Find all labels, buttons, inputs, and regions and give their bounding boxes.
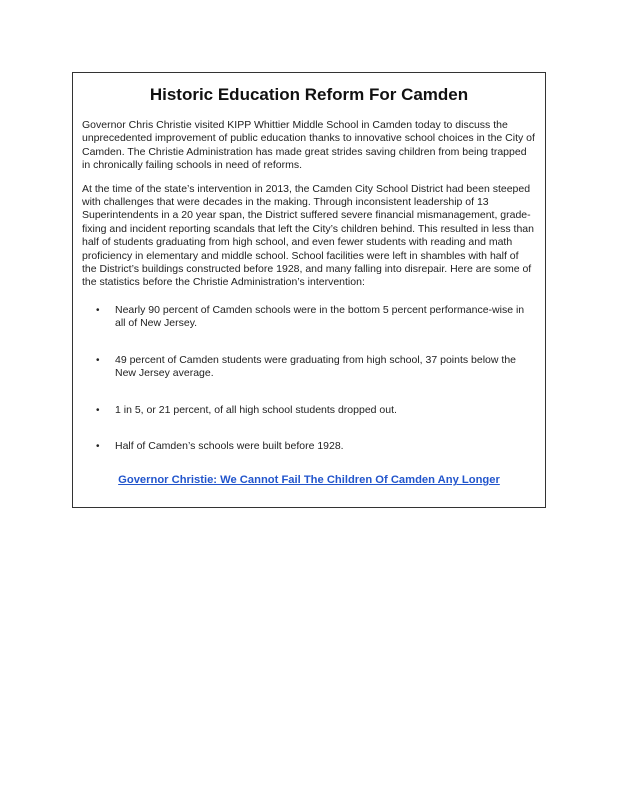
statistics-list xyxy=(82,304,536,453)
list-item-text: Nearly 90 percent of Camden schools were in the bottom 5 percent performance-wise in all of New Jersey. xyxy=(115,303,525,330)
list-item xyxy=(82,354,536,381)
list-item xyxy=(82,404,536,417)
list-item-text: 1 in 5, or 21 percent, of all high school students dropped out. xyxy=(115,403,397,416)
list-item-text: 49 percent of Camden students were graduating from high school, 37 points below the New Jersey average. xyxy=(115,353,516,380)
list-item-text: Half of Camden’s schools were built before 1928. xyxy=(115,439,344,452)
intro-paragraph: Governor Chris Christie visited KIPP Whittier Middle School in Camden today to discuss the unprecedented improvement of public education thanks to innovative school choices in the City of Camden. The Christie Administration has made great strides saving children from being trapped in chronically failing schools in need of reforms. xyxy=(82,119,535,172)
document-box xyxy=(72,72,546,508)
bullet-icon: • xyxy=(96,304,100,316)
bullet-icon: • xyxy=(96,354,100,366)
document-title: Historic Education Reform For Camden xyxy=(149,85,469,104)
list-item xyxy=(82,304,536,331)
list-item xyxy=(82,440,536,453)
bullet-icon: • xyxy=(96,440,100,452)
context-paragraph: At the time of the state’s intervention in 2013, the Camden City School District had been steeped with challenges that were decades in the making. Through inconsistent leadership of 13 Superintendents in a 20 year span, the District suffered severe financial mismanagement, grade-fixing and incident reporting scandals that left the City’s children behind. This resulted in less than half of students graduating from high school, and even fewer students with reading and math proficiency in elementary and middle school. School facilities were left in shambles with half of the District’s buildings constructed before 1928, and many falling into disrepair. Here are some of the statistics before the Christie Administration’s intervention: xyxy=(82,182,534,289)
bullet-icon: • xyxy=(96,404,100,416)
article-link[interactable]: Governor Christie: We Cannot Fail The Children Of Camden Any Longer xyxy=(118,474,500,487)
